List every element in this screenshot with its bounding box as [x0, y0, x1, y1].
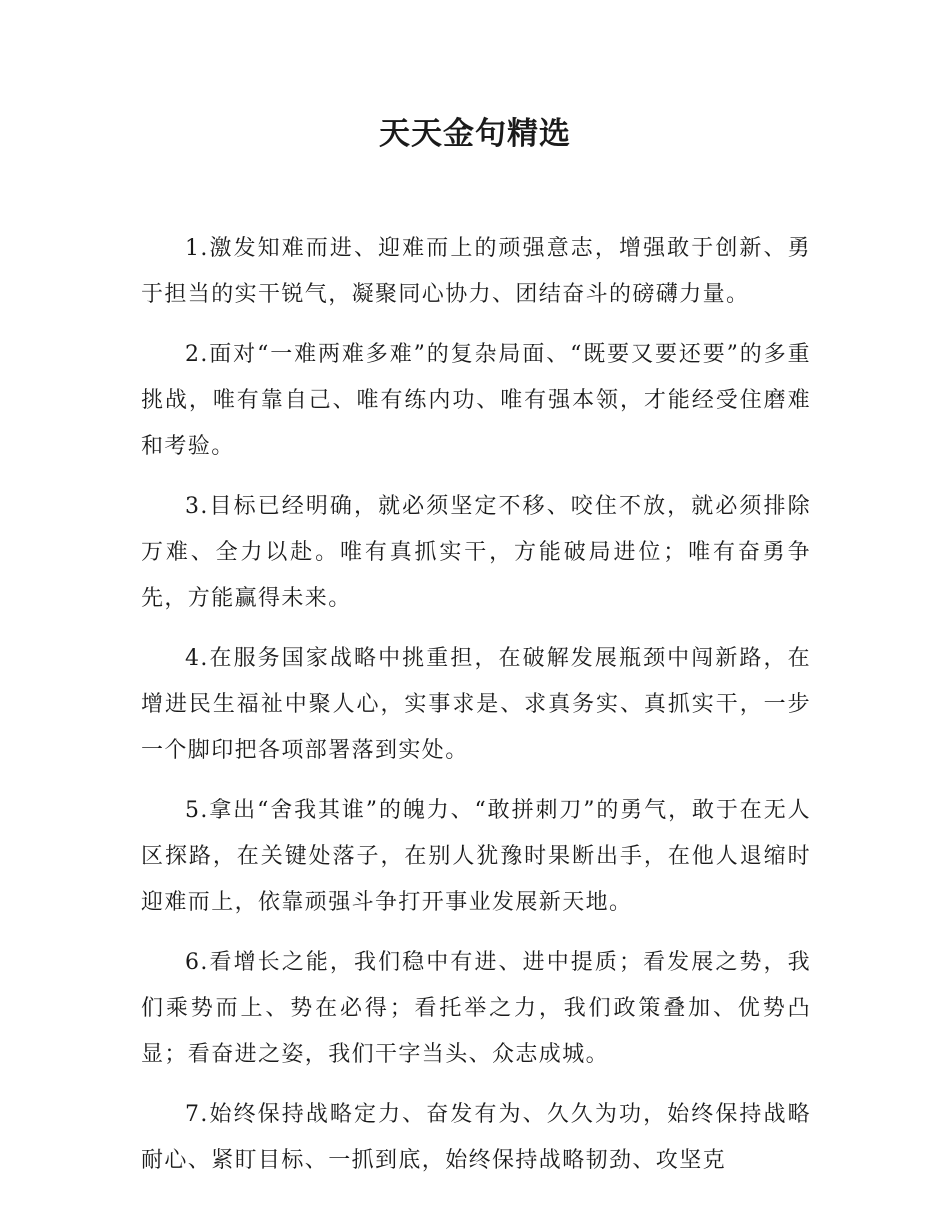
paragraph-7: 7.始终保持战略定力、奋发有为、久久为功，始终保持战略耐心、紧盯目标、一抓到底，始终保持战略韧劲、攻坚克 [141, 1102, 811, 1173]
document-title: 天天金句精选 [379, 116, 571, 152]
paragraph-6: 6.看增长之能，我们稳中有进、进中提质；看发展之势，我们乘势而上、势在必得；看托举之力，我们政策叠加、优势凸显；看奋进之姿，我们干字当头、众志成城。 [141, 950, 811, 1067]
paragraph-3: 3.目标已经明确，就必须坚定不移、咬住不放，就必须排除万难、全力以赴。唯有真抓实干，方能破局进位；唯有奋勇争先，方能赢得未来。 [141, 494, 811, 611]
paragraph-5: 5.拿出“舍我其谁”的魄力、“敢拼刺刀”的勇气，敢于在无人区探路，在关键处落子，在别人犹豫时果断出手，在他人退缩时迎难而上，依靠顽强斗争打开事业发展新天地。 [141, 798, 811, 915]
document-body [141, 226, 811, 1198]
paragraph-1: 1.激发知难而进、迎难而上的顽强意志，增强敢于创新、勇于担当的实干锐气，凝聚同心协力、团结奋斗的磅礴力量。 [141, 236, 811, 307]
paragraph-2: 2.面对“一难两难多难”的复杂局面、“既要又要还要”的多重挑战，唯有靠自己、唯有练内功、唯有强本领，才能经受住磨难和考验。 [141, 342, 811, 459]
paragraph-4: 4.在服务国家战略中挑重担，在破解发展瓶颈中闯新路，在增进民生福祉中聚人心，实事求是、求真务实、真抓实干，一步一个脚印把各项部署落到实处。 [141, 646, 811, 763]
